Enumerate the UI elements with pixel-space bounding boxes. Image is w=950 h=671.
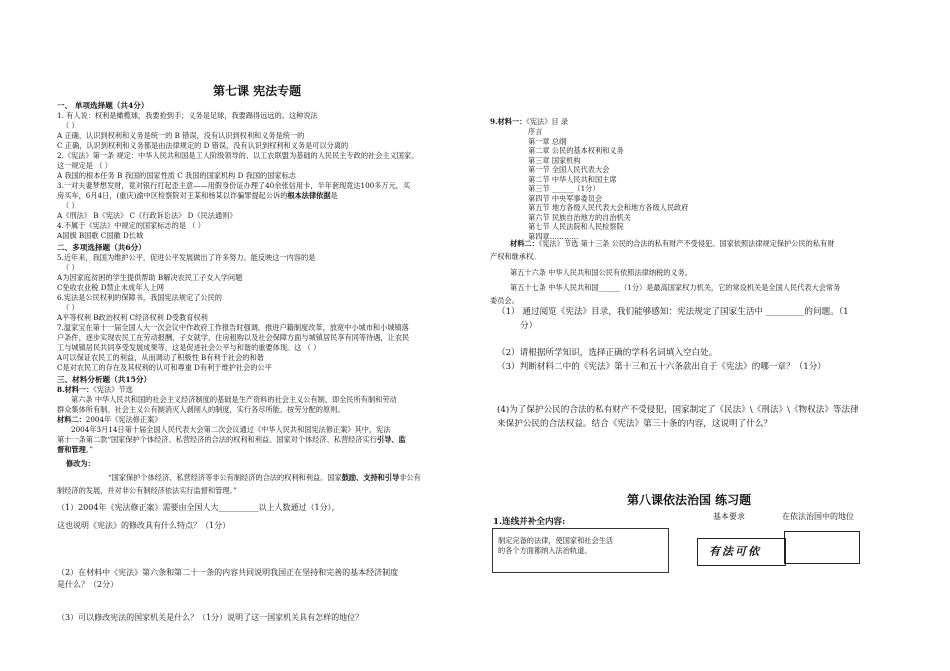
question-4: 4.不属于《宪法》中规定的国家标志的是 （ ）	[57, 221, 205, 230]
question-2: 2.《宪法》第一条 规定：中华人民共和国是工人阶级领导的、以工农联盟为基础的人民民主专政的社会主义国家。	[57, 151, 419, 160]
question-8-sub2-cont: 是什么？（2分）	[57, 580, 119, 589]
question-3-cont: 房买车，6月4日，(重庆)渝中区检察院对王某和杨某以诈骗罪提起公诉的根本法律依据是	[57, 191, 338, 200]
question-9-material2-b: 产权和继承权。	[490, 252, 541, 261]
handwritten-box	[697, 538, 786, 566]
question-7-cont-1: 户条件，逐步实现农民工在劳动报酬、子女就学、住房租购以及社会保障方面与城镇居民享有同等待遇，让农民	[57, 333, 410, 342]
section-single-choice: 一、 单项选择题（共4分）	[57, 101, 149, 110]
question-5-options-cd: C免收农业税 D禁止未成年人上网	[57, 283, 164, 292]
question-6: 6.宪法是公民权利的保障书，我国宪法规定了公民的	[57, 293, 222, 302]
question-3: 3.一对夫妻梦想发财，竟对银行打起歪主意——用假身份证办理了40余张信用卡，半年套现竟达100多万元，买	[57, 181, 411, 190]
question-3-paren: （ ）	[62, 201, 79, 210]
matching-box	[492, 528, 669, 573]
section-material: 三、材料分析题（共15分）	[57, 375, 152, 384]
toc-item: 第六节 民族自治地方的自治机关	[528, 212, 631, 222]
toc-item: 第五节 地方各级人民代表大会和地方各级人民政府	[528, 203, 689, 212]
toc-item: 第三章 国家机构	[528, 155, 581, 165]
question-9-sub1: （1） 通过阅览《宪法》目录，我们能够感知：宪法规定了国家生活中 _________的问题。（1	[497, 307, 849, 317]
question-4-options: A国旗 B国歌 C国徽 D长城	[57, 231, 144, 240]
question-9-sub4: (4)为了保护公民的合法的私有财产不受侵犯，国家制定了《民法》\《刑法》\《物权法》等法律	[497, 405, 859, 415]
question-5: 5.近年来，我国为维护公平，促进公平发展做出了许多努力。能反映这一内容的是	[57, 253, 316, 262]
question-2-options: A 我国的根本任务 B 我国的国家性质 C 我国的国家机构 D 我国的国家标志	[57, 171, 296, 180]
question-9-sub1-cont: 分）	[520, 321, 538, 331]
toc-item: 第一章 总纲	[528, 136, 567, 146]
toc-item: 第四节 中央军事委员会	[528, 193, 603, 203]
constitution-toc	[528, 127, 688, 241]
question-8-sub2: （2）在材料中《宪法》第六条和第二十一条的内容共同说明我国正在坚持和完善的基本经济制度	[57, 568, 399, 577]
question-7: 7.温家宝在第十一届全国人大一次会议中作政府工作报告时强调，推进户籍制度改革，放宽中小城市和小城镇落	[57, 323, 409, 332]
question-1: 1. 有人说：权利是橄榄球，我要抢到手；义务是足球，我要踢得远远的。这种说法	[57, 111, 318, 120]
question-7-options-ab: A可以保证农民工的利益，从而调动了积极性 B有利于社会的和谐	[57, 353, 264, 362]
toc-item: 第一节 全国人民代表大会	[528, 165, 610, 174]
question-1-paren: （ ）	[62, 121, 79, 130]
lesson8-title: 第八课依法治国 练习题	[627, 493, 752, 507]
matching-box-text-b: 的各个方面都纳入法治轨道。	[498, 546, 592, 555]
question-1-options-cd: C 正确，认识到权利和义务都是由法律规定的 D 错误，没有认识到权利和义务是可以分离的	[57, 141, 349, 150]
matching-box-text-a: 制定完备的法律，使国家和社会生活	[498, 536, 614, 545]
question-2-cont: 这一规定是 （ ）	[57, 161, 112, 170]
question-8-material1-b: 群众集体所有制。社会主义公有制消灭人剥削人的制度，实行各尽所能、按劳分配的原则。	[57, 405, 345, 414]
question-8-modified-b: 制经济的发展，并对非公有制经济依法实行监督和管理。”	[57, 486, 237, 495]
question-6-options: A平等权利 B政治权利 C经济权利 D受教育权利	[57, 313, 208, 322]
question-8-label: 8.材料一：《宪法》节选	[57, 385, 133, 394]
question-8-modified-a: “国家保护个体经济、私营经济等非公有制经济的合法的权利和利益。国家鼓励、支持和引导非公有	[108, 473, 421, 482]
toc-item: 第二节 中华人民共和国主席	[528, 174, 617, 184]
question-3-options: A《刑法》 B《宪法》 C《行政诉讼法》 D《民法通则》	[57, 211, 237, 220]
column-position: 在依法治国中的地位	[782, 512, 854, 521]
question-6-paren: （ ）	[62, 303, 79, 312]
question-1-options-ab: A 正确，认识到权利和义务是统一的 B 错误，没有认识到权利和义务是统一的	[57, 131, 305, 140]
question-9-sub4-cont: 来保护公民的合法权益。结合《宪法》第三十条的内容，这说明了什么？	[497, 419, 773, 429]
question-8-material2-b: 第十一条第二款“国家保护个体经济、私营经济的合法的权利和利益。国家对个体经济、私营经济实行引导、监	[57, 435, 406, 444]
question-9-label: 9.材料一：《宪法》目 录	[490, 117, 569, 126]
section-multi-choice: 二、多项选择题（共6分）	[57, 243, 146, 252]
question-8-material2-a: 2004年3月14日第十届全国人民代表大会第二次会议通过《中华人民共和国宪法修正案》其中，宪法	[71, 425, 391, 434]
question-7-cont-2: 工与城镇居民共同享受发展成果等，这是促进社会公平与和谐的重要体现。这 （ ）	[57, 343, 321, 352]
question-9-material2-a: 材料二：《宪法》节选 第十三条 公民的合法的私有财产不受侵犯。国家依照法律规定保护公民的私有财	[510, 239, 835, 248]
question-9-material2-e: 委员会。	[490, 296, 519, 305]
question-8-material2-label: 材料二：2004年《宪法修正案》	[57, 415, 162, 424]
lesson7-title: 第七课 宪法专题	[213, 84, 302, 98]
question-8-sub1-cont: 这也说明《宪法》的修改具有什么特点？（1分）	[57, 521, 231, 530]
question-8-sub1: （1）2004年《宪法修正案》需要由全国人大__________以上人数通过（1分），	[57, 503, 340, 512]
toc-item: 第三节 ______（1分）	[528, 184, 600, 193]
question-9-sub2: （2）请根据所学知识，选择正确的学科名词填入空白处。	[497, 348, 718, 358]
handwritten-label: 有法可依	[709, 545, 761, 558]
question-8-material2-c: 督和管理。”	[57, 445, 94, 454]
question-7-options-cd: C是对农民工的存在及其权利的认可和尊重 D有利于维护社会的公平	[57, 363, 272, 372]
question-5-options-ab: A为因家庭贫困的学生提供帮助 B解决农民工子女入学问题	[57, 273, 243, 282]
question-8-material1-a: 第六条 中华人民共和国的社会主义经济制度的基础是生产资料的社会主义公有制，即全民所有制和劳动	[71, 395, 397, 404]
column-basic-requirement: 基本要求	[713, 512, 745, 521]
lesson8-section-heading: 1.连线并补全内容:	[493, 517, 566, 527]
toc-item: 第七节 人民法院和人民检察院	[528, 222, 624, 231]
toc-item: 第四章…………	[528, 231, 579, 241]
toc-item: 序言	[528, 127, 543, 136]
toc-item: 第二章 公民的基本权利和义务	[528, 146, 624, 155]
question-5-paren: （ ）	[62, 263, 79, 272]
position-answer-box[interactable]	[784, 531, 860, 564]
question-8-modified-label: 修改为：	[66, 459, 95, 468]
question-9-sub3: （3）判断材料二中的《宪法》第十三和五十六条款出自于《宪法》的哪一章？（1分）	[497, 362, 826, 372]
question-8-sub3: （3）可以修改宪法的国家机关是什么？（1分）说明了这一国家机关具有怎样的地位？	[57, 613, 364, 622]
question-9-material2-d: 第五十七条 中华人民共和国______（1分）是最高国家权力机关，它的常设机关是全国人民代表大会常务	[510, 283, 841, 292]
question-9-material2-c: 第五十六条 中华人民共和国公民有依照法律纳税的义务。	[510, 268, 692, 277]
